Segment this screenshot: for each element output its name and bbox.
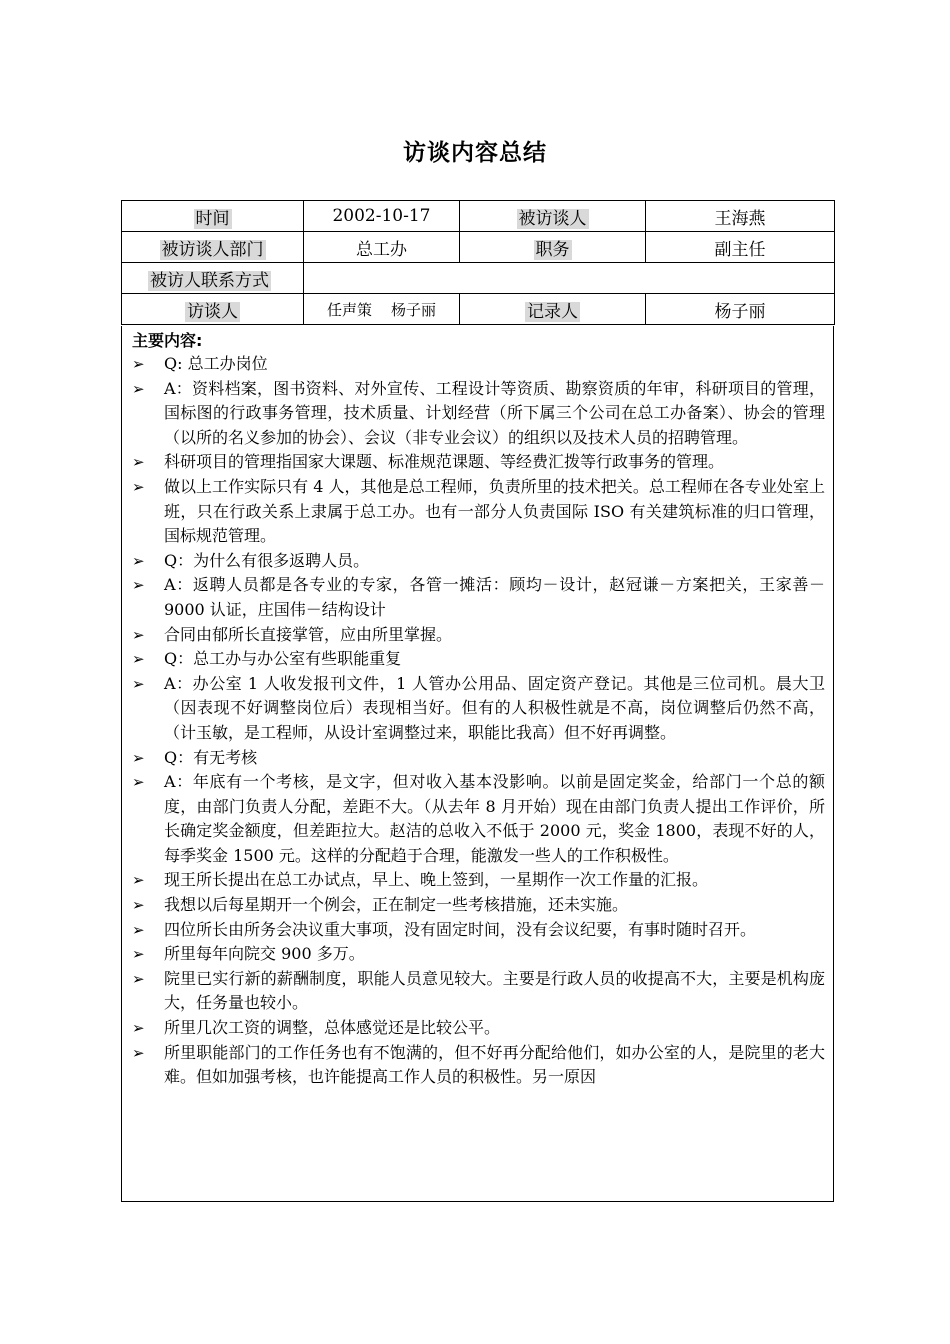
info-table [121, 200, 835, 325]
time-value: 2002-10-17 [304, 201, 460, 232]
contact-value [304, 263, 835, 294]
list-item-text: 所里几次工资的调整，总体感觉还是比较公平。 [164, 1018, 501, 1038]
dept-value: 总工办 [304, 232, 460, 263]
list-item-text: 做以上工作实际只有 4 人，其他是总工程师，负责所里的技术把关。总工程师在各专业处室上班，只在行政关系上隶属于总工办。也有一部分人负责国际 ISO 有关建筑标准的归口管理，国标规范管理。 [164, 476, 825, 546]
list-item-text: A：办公室 1 人收发报刊文件，1 人管办公用品、固定资产登记。其他是三位司机。晨大卫（因表现不好调整岗位后）表现相当好。但有的人积极性就是不高，岗位调整后仍然不高，（计玉敏，是工程师，从设计室调整过来，职能比我高）但不好再调整。 [164, 673, 825, 742]
list-item [122, 770, 833, 868]
content-list [122, 352, 833, 1090]
list-item [122, 352, 833, 377]
list-item-text: 院里已实行新的薪酬制度，职能人员意见较大。主要是行政人员的收提高不大，主要是机构庞大，任务量也较小。 [164, 968, 825, 1013]
interviewer-label: 访谈人 [187, 301, 238, 322]
list-item [122, 475, 833, 549]
list-item [122, 918, 833, 943]
list-item-text: A：资料档案，图书资料、对外宣传、工程设计等资质、勘察资质的年审，科研项目的管理，国标图的行政事务管理，技术质量、计划经营（所下属三个公司在总工办备案）、协会的管理（以所的名义参加的协会）、会议（非专业会议）的组织以及技术人员的招聘管理。 [164, 378, 825, 447]
list-item [122, 549, 833, 574]
interviewer-label-cell [122, 294, 304, 325]
list-item-text: Q：有无考核 [164, 747, 258, 767]
contact-label-cell [122, 263, 304, 294]
bullet-arrow-icon: ➢ [132, 650, 145, 669]
list-item-text: Q：为什么有很多返聘人员。 [164, 550, 370, 570]
list-item-text: 所里职能部门的工作任务也有不饱满的，但不好再分配给他们，如办公室的人，是院里的老大难。但如加强考核，也许能提高工作人员的积极性。另一原因 [164, 1042, 825, 1087]
list-item-text: 现王所长提出在总工办试点，早上、晚上签到，一星期作一次工作量的汇报。 [164, 870, 709, 890]
position-label-cell [460, 232, 646, 263]
bullet-arrow-icon: ➢ [132, 453, 145, 472]
bullet-arrow-icon: ➢ [132, 355, 145, 373]
list-item-text: 我想以后每星期开一个例会，正在制定一些考核措施，还未实施。 [164, 895, 629, 915]
list-item-text: Q：总工办与办公室有些职能重复 [164, 649, 402, 669]
bullet-arrow-icon: ➢ [132, 576, 145, 595]
main-content-label: 主要内容: [132, 331, 203, 350]
list-item [122, 672, 833, 746]
time-label: 时间 [195, 208, 230, 229]
list-item [122, 746, 833, 771]
recorder-label-cell [460, 294, 646, 325]
list-item [122, 942, 833, 967]
list-item-text: 所里每年向院交 900 多万。 [164, 944, 365, 964]
recorder-label: 记录人 [527, 301, 578, 322]
list-item [122, 377, 833, 451]
list-item [122, 647, 833, 672]
bullet-arrow-icon: ➢ [132, 1043, 145, 1062]
bullet-arrow-icon: ➢ [132, 871, 145, 890]
interviewee-label: 被访谈人 [518, 208, 587, 229]
list-item [122, 868, 833, 893]
list-item-text: 合同由郁所长直接掌管，应由所里掌握。 [164, 624, 453, 644]
bullet-arrow-icon: ➢ [132, 625, 145, 644]
list-item [122, 967, 833, 1016]
interviewee-label-cell [460, 201, 646, 232]
bullet-arrow-icon: ➢ [132, 477, 145, 496]
table-row [122, 294, 835, 325]
list-item-text: A：返聘人员都是各专业的专家，各管一摊活：顾均－设计，赵冠谦－方案把关，王家善－9000 认证，庄国伟－结构设计 [164, 575, 825, 619]
bullet-arrow-icon: ➢ [132, 379, 145, 398]
position-value: 副主任 [646, 232, 835, 263]
table-row [122, 263, 835, 294]
list-item-text: Q: 总工办岗位 [164, 354, 268, 373]
time-label-cell [122, 201, 304, 232]
bullet-arrow-icon: ➢ [132, 1019, 145, 1038]
list-item-text: A：年底有一个考核，是文字，但对收入基本没影响。以前是固定奖金，给部门一个总的额度，由部门负责人分配，差距不大。（从去年 8 月开始）现在由部门负责人提出工作评价，所长确定奖金额度，但差距拉大。赵洁的总收入不低于 2000 元，奖金 1800，表现不好的人，每季奖金 1500 元。这样的分配趋于合理，能激发一些人的工作积极性。 [164, 772, 825, 865]
list-item [122, 893, 833, 918]
dept-label: 被访谈人部门 [161, 239, 264, 260]
position-label: 职务 [535, 239, 570, 260]
bullet-arrow-icon: ➢ [132, 674, 145, 693]
recorder-value: 杨子丽 [646, 294, 835, 325]
interviewee-value: 王海燕 [646, 201, 835, 232]
bullet-arrow-icon: ➢ [132, 969, 145, 988]
list-item [122, 1016, 833, 1041]
contact-label: 被访人联系方式 [150, 270, 269, 291]
list-item [122, 450, 833, 475]
list-item-text: 科研项目的管理指国家大课题、标准规范课题、等经费汇拨等行政事务的管理。 [164, 452, 725, 472]
bullet-arrow-icon: ➢ [132, 945, 145, 964]
list-item-text: 四位所长由所务会决议重大事项，没有固定时间，没有会议纪要，有事时随时召开。 [164, 919, 757, 939]
bullet-arrow-icon: ➢ [132, 748, 145, 767]
list-item [122, 623, 833, 648]
bullet-arrow-icon: ➢ [132, 896, 145, 915]
interviewer-names: 任声策 杨子丽 [326, 300, 437, 319]
bullet-arrow-icon: ➢ [132, 920, 145, 939]
table-row [122, 232, 835, 263]
main-content-box [121, 326, 834, 1202]
table-row [122, 201, 835, 232]
list-item [122, 573, 833, 622]
page-title: 访谈内容总结 [403, 140, 547, 166]
list-item [122, 1041, 833, 1090]
dept-label-cell [122, 232, 304, 263]
bullet-arrow-icon: ➢ [132, 773, 145, 792]
bullet-arrow-icon: ➢ [132, 551, 145, 570]
interviewer-value [304, 294, 460, 325]
